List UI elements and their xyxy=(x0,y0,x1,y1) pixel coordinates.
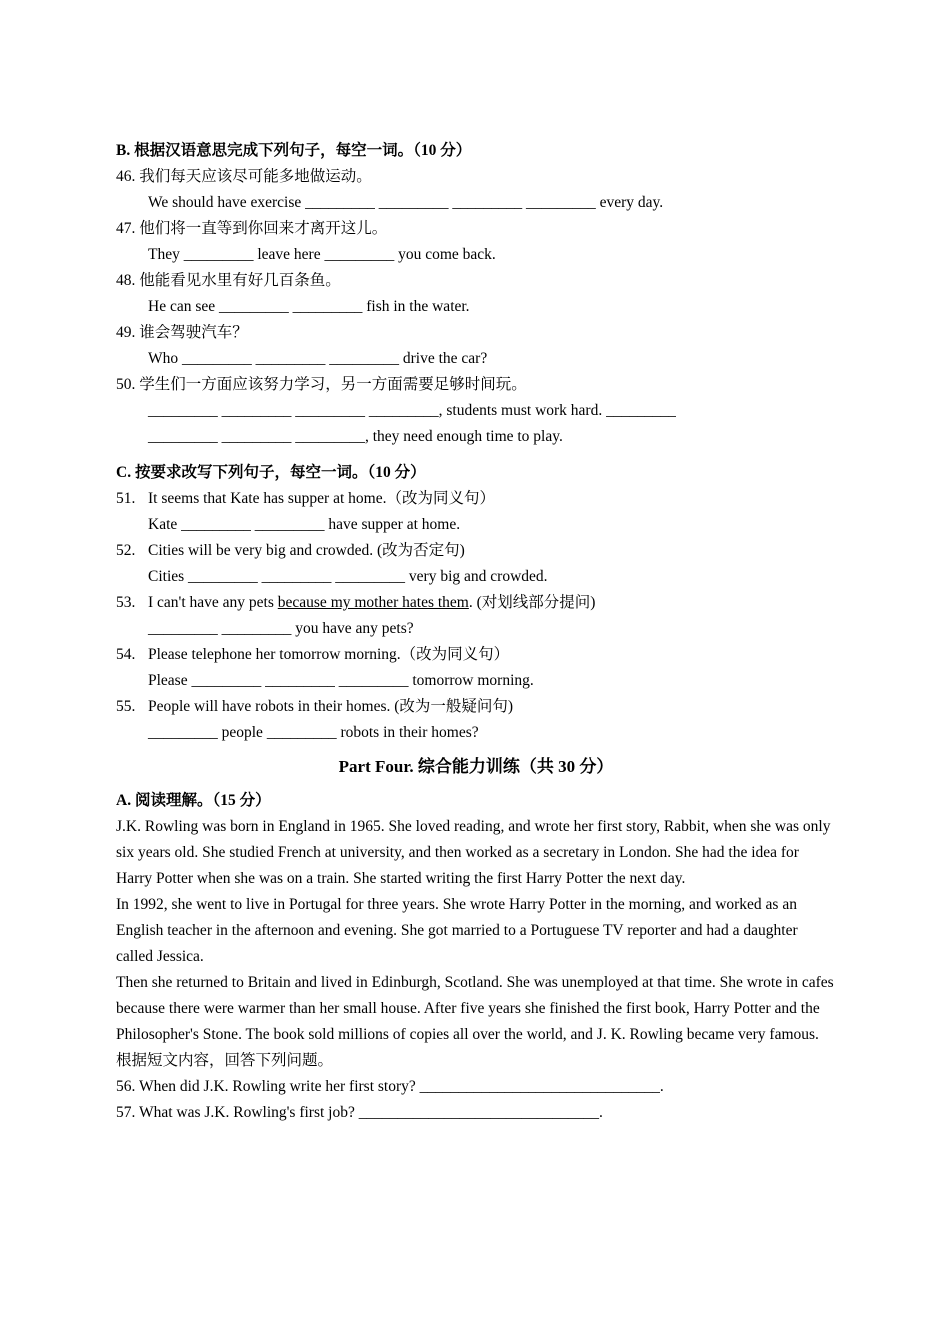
question-53 xyxy=(116,590,836,616)
reading-section-heading: A. 阅读理解。（15 分） xyxy=(116,792,271,809)
section-b-heading: B. 根据汉语意思完成下列句子，每空一词。（10 分） xyxy=(116,142,472,159)
question-56: 56. When did J.K. Rowling write her first story? _______________________________. xyxy=(116,1078,664,1095)
worksheet-page xyxy=(116,138,836,1126)
question-text: Cities will be very big and crowded. (改为否定句) xyxy=(148,542,465,559)
reading-paragraph-2: In 1992, she went to live in Portugal for three years. She wrote Harry Potter in the morning, and worked as an English teacher in the afternoon and evening. She got married to a Portuguese TV reporter and had a daughter called Jessica. xyxy=(116,896,798,965)
question-50-chinese: 50. 学生们一方面应该努力学习，另一方面需要足够时间玩。 xyxy=(116,376,527,393)
question-number: 51. xyxy=(116,490,136,507)
question-text xyxy=(148,590,595,616)
question-50-english-continued: _________ _________ _________, they need enough time to play. xyxy=(148,428,563,445)
question-47-english: They _________ leave here _________ you come back. xyxy=(148,246,496,263)
question-number: 55. xyxy=(116,698,136,715)
reading-paragraph-3: Then she returned to Britain and lived in Edinburgh, Scotland. She was unemployed at that time. She wrote in cafes because there were warmer than her small house. After five years she finished the first book, Harry Potter and the Philosopher's Stone. The book sold millions of copies all over the world, and J. K. Rowling became very famous. xyxy=(116,974,834,1043)
question-text: It seems that Kate has supper at home.（改为同义句） xyxy=(148,490,495,507)
question-number: 53. xyxy=(116,594,136,611)
reading-instruction: 根据短文内容，回答下列问题。 xyxy=(116,1052,334,1069)
part-four-title: Part Four. 综合能力训练（共 30 分） xyxy=(338,757,614,776)
question-49-chinese: 49. 谁会驾驶汽车？ xyxy=(116,324,248,341)
question-54-answer: Please _________ _________ _________ tomorrow morning. xyxy=(148,672,534,689)
question-57: 57. What was J.K. Rowling's first job? _______________________________. xyxy=(116,1104,603,1121)
question-53-answer: _________ _________ you have any pets? xyxy=(148,620,414,637)
question-54 xyxy=(116,642,836,668)
question-text-end: . (对划线部分提问) xyxy=(468,594,596,611)
underlined-phrase: because my mother hates them xyxy=(277,594,469,611)
question-51 xyxy=(116,486,836,512)
reading-paragraph-1: J.K. Rowling was born in England in 1965. She loved reading, and wrote her first story, Rabbit, when she was only six years old. She studied French at university, and then worked as a secretary in London. She had the idea for Harry Potter when she was on a train. She started writing the first Harry Potter the next day. xyxy=(116,818,831,887)
question-47-chinese: 47. 他们将一直等到你回来才离开这儿。 xyxy=(116,220,388,237)
question-50-english: _________ _________ _________ _________, students must work hard. _________ xyxy=(148,402,676,419)
question-48-english: He can see _________ _________ fish in the water. xyxy=(148,298,470,315)
question-number: 52. xyxy=(116,542,136,559)
question-number: 54. xyxy=(116,646,136,663)
question-text-start: I can't have any pets xyxy=(148,594,278,611)
question-48-chinese: 48. 他能看见水里有好几百条鱼。 xyxy=(116,272,341,289)
question-46-chinese: 46. 我们每天应该尽可能多地做运动。 xyxy=(116,168,372,185)
question-text: People will have robots in their homes. (改为一般疑问句) xyxy=(148,698,514,715)
section-c-heading: C. 按要求改写下列句子，每空一词。（10 分） xyxy=(116,464,426,481)
question-52-answer: Cities _________ _________ _________ very big and crowded. xyxy=(148,568,548,585)
question-49-english: Who _________ _________ _________ drive the car? xyxy=(148,350,488,367)
question-55 xyxy=(116,694,836,720)
question-55-answer: _________ people _________ robots in their homes? xyxy=(148,724,479,741)
question-51-answer: Kate _________ _________ have supper at home. xyxy=(148,516,461,533)
question-46-english: We should have exercise _________ _________ _________ _________ every day. xyxy=(148,194,664,211)
question-text: Please telephone her tomorrow morning.（改为同义句） xyxy=(148,646,510,663)
question-52 xyxy=(116,538,836,564)
